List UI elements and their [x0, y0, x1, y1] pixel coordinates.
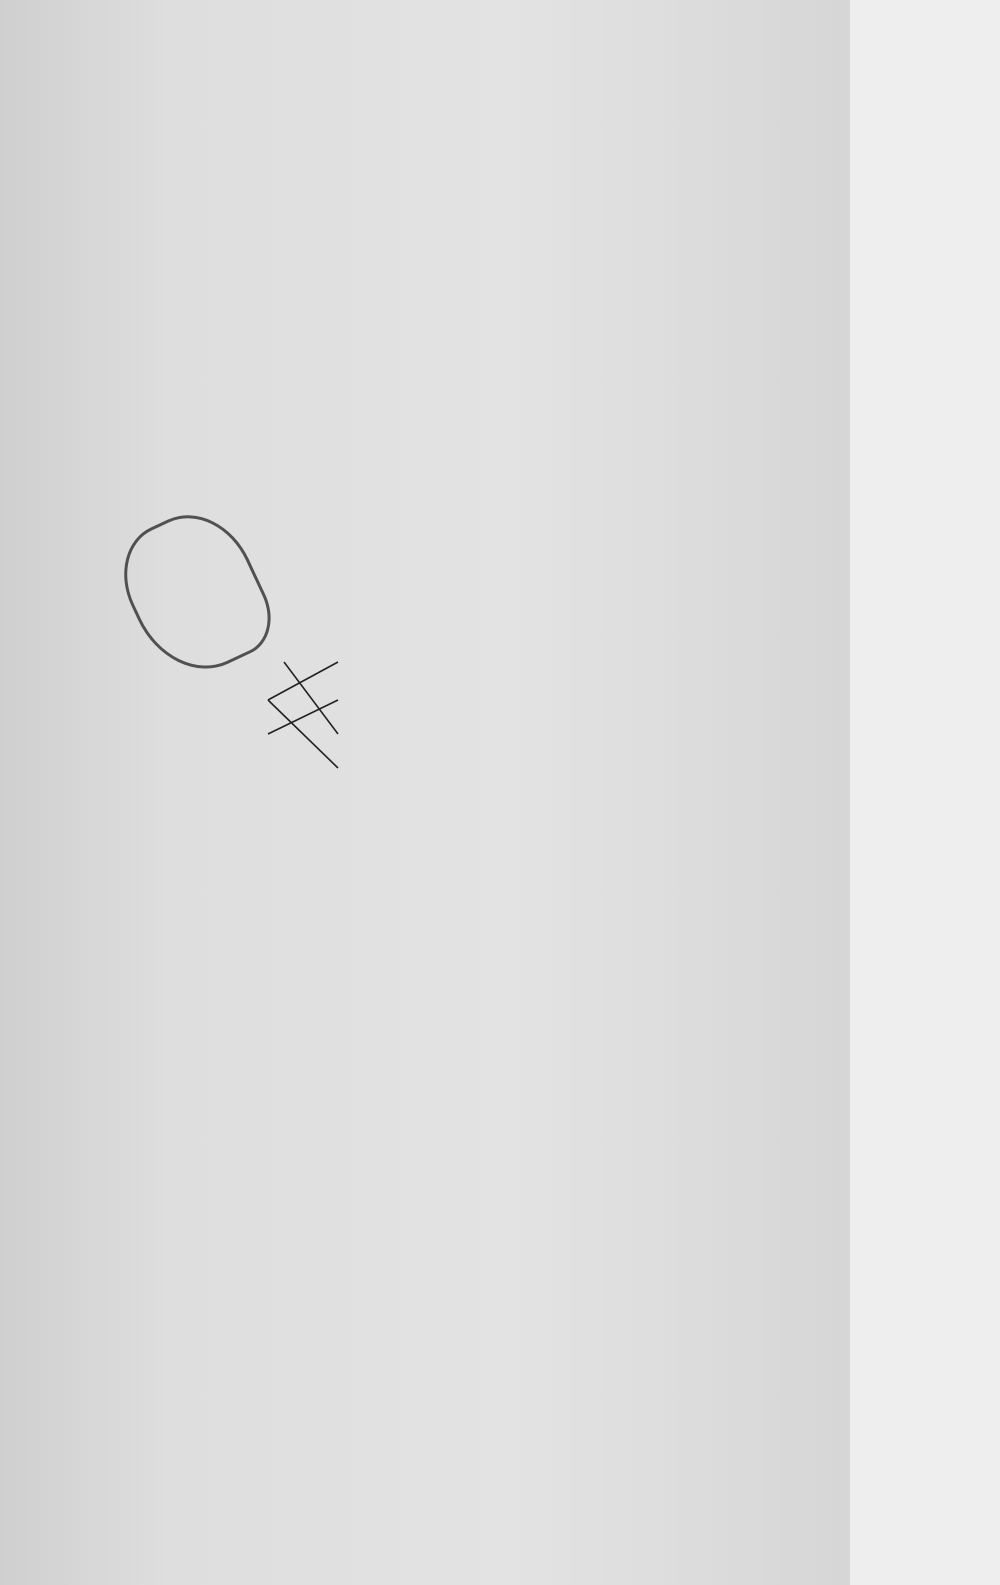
page-margin: [850, 0, 1000, 1585]
matching-lines: [240, 648, 500, 788]
matching-diagram: [240, 648, 500, 788]
